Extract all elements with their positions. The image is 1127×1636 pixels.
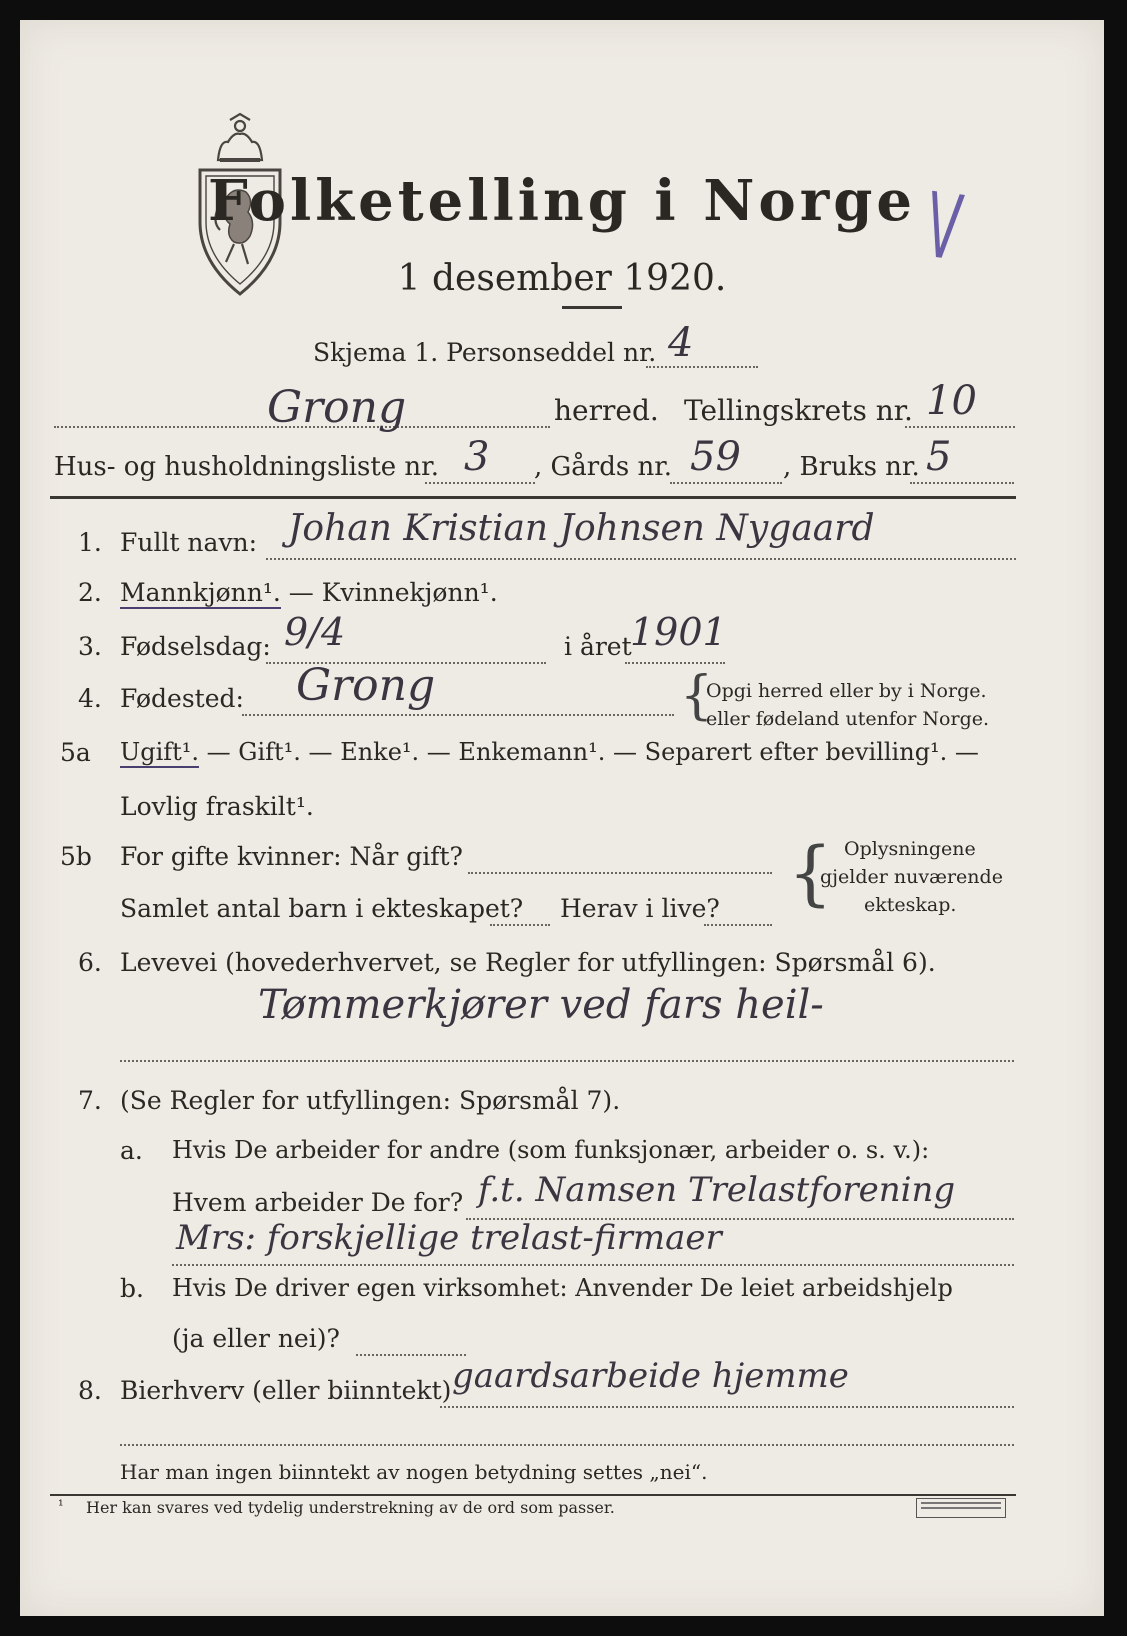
- q1-number: 1.: [78, 528, 102, 557]
- q2-number: 2.: [78, 578, 102, 607]
- herred-value[interactable]: Grong: [267, 382, 407, 433]
- mannkjonn-option[interactable]: Mannkjønn¹.: [120, 578, 281, 607]
- q6-line: [120, 1060, 1014, 1062]
- q3-number: 3.: [78, 632, 102, 661]
- bruks-label: , Bruks nr.: [783, 452, 920, 482]
- skjema-label: Skjema 1. Personseddel nr.: [313, 338, 657, 367]
- q4-line: [242, 714, 674, 716]
- q5b-label: For gifte kvinner: Når gift?: [120, 842, 463, 871]
- header-separator: [50, 496, 1016, 499]
- skjema-line: [646, 366, 758, 368]
- q8-line-2: [120, 1444, 1014, 1446]
- q7-label: (Se Regler for utfyllingen: Spørsmål 7).: [120, 1086, 621, 1115]
- gards-line: [670, 482, 782, 484]
- q5b-number: 5b: [60, 842, 92, 871]
- q4-note-1: Opgi herred eller by i Norge.: [706, 680, 987, 702]
- q5b-note-3: ekteskap.: [864, 894, 957, 916]
- q7a-question: Hvem arbeider De for?: [172, 1188, 464, 1217]
- tellingskrets-value[interactable]: 10: [926, 378, 977, 424]
- bruks-line: [910, 482, 1014, 484]
- side-occupation-value[interactable]: gaardsarbeide hjemme: [452, 1356, 849, 1396]
- herav-line[interactable]: [704, 924, 772, 926]
- q5b-note-2: gjelder nuværende: [820, 866, 1003, 888]
- q1-line: [266, 558, 1016, 560]
- q2-row: [120, 578, 498, 607]
- q3-year-label: i året: [564, 632, 632, 661]
- footer-note: Har man ingen biinntekt av nogen betydning settes „nei“.: [120, 1460, 708, 1484]
- q4-note-2: eller fødeland utenfor Norge.: [706, 708, 990, 730]
- lovlig-fraskilt-option[interactable]: Lovlig fraskilt¹.: [120, 792, 314, 821]
- kvinnekjonn-option[interactable]: Kvinnekjønn¹.: [321, 578, 498, 607]
- q7a-number: a.: [120, 1136, 143, 1165]
- nar-gift-line[interactable]: [468, 872, 772, 874]
- q5a-number: 5a: [60, 738, 91, 767]
- q5b-note-1: Oplysningene: [844, 838, 976, 860]
- q4-number: 4.: [78, 684, 102, 713]
- husholdningsliste-value[interactable]: 3: [464, 434, 490, 480]
- personseddel-number[interactable]: 4: [668, 320, 694, 366]
- q7b-line[interactable]: [356, 1354, 466, 1356]
- form-title: Folketelling i Norge: [207, 168, 917, 234]
- check-mark: V: [924, 172, 963, 283]
- q8-line-1: [440, 1406, 1014, 1408]
- q7b-label: Hvis De driver egen virksomhet: Anvender De leiet arbeidshjelp: [172, 1274, 953, 1302]
- gards-label: , Gårds nr.: [534, 452, 673, 482]
- q6-label: Levevei (hovederhvervet, se Regler for utfyllingen: Spørsmål 6).: [120, 948, 936, 977]
- q2-separator: —: [280, 578, 322, 607]
- bruks-value[interactable]: 5: [926, 434, 952, 480]
- footer-separator: [50, 1494, 1016, 1496]
- husholdningsliste-label: Hus- og husholdningsliste nr.: [54, 452, 440, 482]
- occupation-value[interactable]: Tømmerkjører ved fars heil-: [258, 982, 824, 1028]
- antal-barn-line[interactable]: [490, 924, 550, 926]
- herred-label: herred.: [554, 394, 659, 427]
- birthplace-value[interactable]: Grong: [296, 660, 436, 711]
- employer-value[interactable]: f.t. Namsen Trelastforening: [478, 1170, 956, 1210]
- title-divider: [562, 306, 622, 309]
- q4-label: Fødested:: [120, 684, 244, 713]
- q7a-line-2: [172, 1264, 1014, 1266]
- tellingskrets-line: [905, 426, 1015, 428]
- employer-value-2[interactable]: Mrs: forskjellige trelast-firmaer: [176, 1218, 722, 1258]
- tellingskrets-label: Tellingskrets nr.: [684, 394, 913, 427]
- footnote-text: Her kan svares ved tydelig understrekning av de ord som passer.: [86, 1498, 615, 1517]
- q8-number: 8.: [78, 1376, 102, 1405]
- herav-label: Herav i live?: [560, 894, 720, 923]
- birth-year-value[interactable]: 1901: [630, 610, 727, 654]
- printer-stamp-icon: [916, 1498, 1006, 1518]
- q5a-other-options[interactable]: — Gift¹. — Enke¹. — Enkemann¹. — Separert efter bevilling¹. —: [199, 738, 979, 766]
- q7b-number: b.: [120, 1274, 144, 1303]
- q3-label: Fødselsdag:: [120, 632, 271, 661]
- q5b-label-2: Samlet antal barn i ekteskapet?: [120, 894, 524, 923]
- q7a-label: Hvis De arbeider for andre (som funksjonær, arbeider o. s. v.):: [172, 1136, 930, 1164]
- husholdningsliste-line: [425, 482, 535, 484]
- q5b-brace: {: [788, 832, 833, 914]
- gards-value[interactable]: 59: [690, 434, 741, 480]
- q4-brace: {: [680, 666, 714, 726]
- form-date: 1 desember 1920.: [397, 258, 727, 299]
- q7b-question: (ja eller nei)?: [172, 1324, 340, 1353]
- q5a-row: [120, 738, 979, 766]
- full-name-value[interactable]: Johan Kristian Johnsen Nygaard: [288, 508, 875, 549]
- birth-date-value[interactable]: 9/4: [284, 610, 346, 654]
- q8-label: Bierhverv (eller biinntekt): [120, 1376, 452, 1405]
- ugift-option[interactable]: Ugift¹.: [120, 738, 200, 766]
- census-form-page: [20, 20, 1104, 1616]
- q1-label: Fullt navn:: [120, 528, 258, 557]
- q3-year-line: [625, 662, 725, 664]
- footnote-mark: ¹: [58, 1498, 64, 1514]
- q7-number: 7.: [78, 1086, 102, 1115]
- q6-number: 6.: [78, 948, 102, 977]
